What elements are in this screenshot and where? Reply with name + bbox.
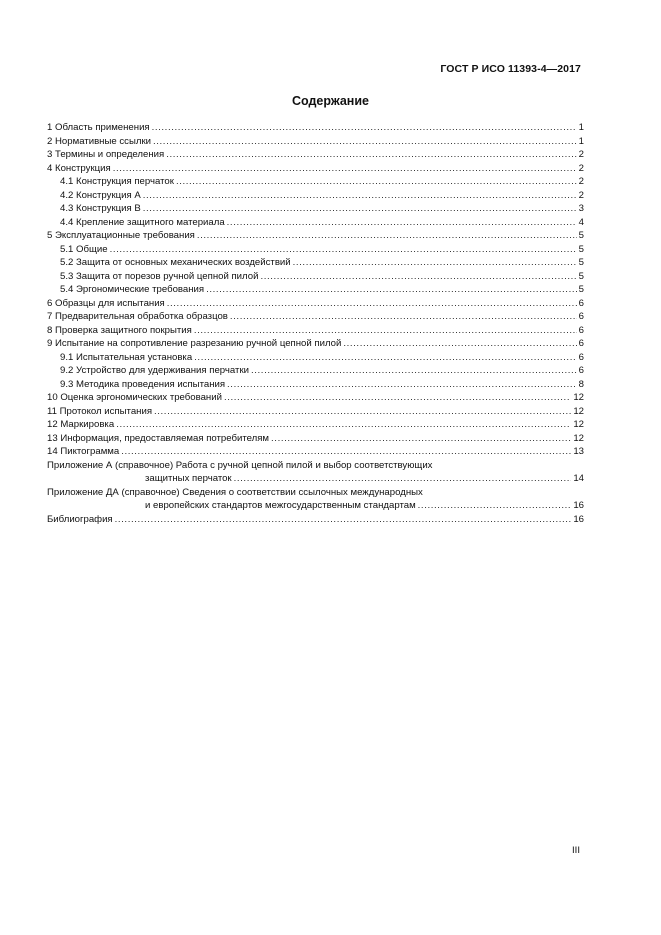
- toc-leader-dots: [224, 391, 571, 405]
- toc-entry-title: 2 Нормативные ссылки: [47, 135, 152, 147]
- toc-entry: [47, 351, 584, 365]
- toc-leader-dots: [194, 351, 576, 365]
- toc-entry-title: 9.1 Испытательная установка: [60, 351, 193, 363]
- toc-entry-title: 7 Предварительная обработка образцов: [47, 311, 228, 322]
- toc-page-number: 6: [578, 297, 584, 309]
- toc-appendix-a-line1: Приложение А (справочное) Работа с ручной цепной пилой и выбор соответствующих: [47, 459, 433, 471]
- toc-appendix-a-line2: защитных перчаток: [145, 473, 232, 484]
- toc-entry: [47, 405, 584, 419]
- toc-page-number: 16: [573, 513, 584, 525]
- page-number-roman: III: [572, 845, 580, 856]
- toc-entry: [47, 418, 584, 432]
- toc-entry: [47, 337, 584, 351]
- toc-entry: [47, 162, 584, 176]
- toc-page-number: 4: [578, 216, 584, 228]
- toc-leader-dots: [418, 499, 572, 513]
- toc-page-number: 6: [578, 338, 584, 349]
- toc-entry-title: 5.4 Эргономические требования: [60, 284, 205, 295]
- toc-page-number: 6: [578, 351, 584, 363]
- toc-leader-dots: [110, 243, 577, 257]
- toc-entry-title: 4.1 Конструкция перчаток: [60, 176, 174, 187]
- toc-leader-dots: [115, 513, 572, 527]
- toc-entry: [47, 135, 584, 149]
- toc-leader-dots: [227, 378, 577, 392]
- toc-leader-dots: [121, 445, 571, 459]
- toc-appendix-da-line1: Приложение ДА (справочное) Сведения о соответствии ссылочных международных: [47, 486, 423, 498]
- toc-entry: [47, 391, 584, 405]
- toc-entry-title: 5 Эксплуатационные требования: [47, 230, 195, 241]
- toc-entry: [47, 310, 584, 324]
- toc-leader-dots: [227, 216, 577, 230]
- toc-leader-dots: [153, 135, 577, 149]
- toc-page-number: 12: [573, 405, 584, 417]
- toc-leader-dots: [230, 310, 577, 324]
- toc-entry: [47, 229, 584, 243]
- toc-page-number: 12: [573, 392, 584, 403]
- toc-entry-title: 4 Конструкция: [47, 162, 111, 174]
- toc-leader-dots: [116, 418, 571, 432]
- toc-leader-dots: [143, 189, 577, 203]
- toc-leader-dots: [152, 121, 577, 135]
- toc-entry-title: 9.2 Устройство для удерживания перчатки: [60, 365, 250, 376]
- toc-page-number: 2: [578, 176, 584, 187]
- toc-leader-dots: [251, 364, 577, 378]
- toc-entry: [47, 216, 584, 230]
- toc-page-number: 13: [573, 446, 584, 457]
- toc-leader-dots: [206, 283, 577, 297]
- toc-leader-dots: [293, 256, 577, 270]
- toc-leader-dots: [194, 324, 577, 338]
- toc-entry-title: 1 Область применения: [47, 122, 150, 133]
- toc-bibliography: [47, 513, 584, 527]
- toc-page-number: 2: [578, 162, 584, 174]
- toc-entry-title: 3 Термины и определения: [47, 149, 165, 160]
- toc-page-number: 2: [578, 189, 584, 201]
- toc-entry: [47, 297, 584, 311]
- toc-entry-title: 9 Испытание на сопротивление разрезанию ручной цепной пилой: [47, 338, 342, 349]
- standard-designation: ГОСТ Р ИСО 11393-4—2017: [440, 63, 581, 75]
- toc-entry: [47, 445, 584, 459]
- toc-entry-title: 5.3 Защита от порезов ручной цепной пилой: [60, 270, 259, 282]
- toc-page-number: 1: [578, 122, 584, 133]
- toc-entry-title: 4.2 Конструкция А: [60, 189, 141, 201]
- toc-page-number: 5: [578, 270, 584, 282]
- toc-leader-dots: [167, 297, 577, 311]
- toc-page-number: 2: [578, 149, 584, 160]
- toc-page-number: 1: [578, 135, 584, 147]
- toc-leader-dots: [343, 337, 576, 351]
- toc-page-number: 5: [578, 230, 584, 241]
- toc-page-number: 6: [578, 365, 584, 376]
- table-of-contents: [47, 121, 584, 526]
- toc-entry: [47, 364, 584, 378]
- toc-entry: [47, 121, 584, 135]
- toc-page-number: 5: [578, 243, 584, 255]
- toc-entries: [47, 121, 584, 459]
- toc-page-number: 5: [578, 284, 584, 295]
- toc-bibliography-label: Библиография: [47, 513, 113, 525]
- toc-page-number: 12: [573, 432, 584, 444]
- toc-entry-title: 4.4 Крепление защитного материала: [60, 216, 225, 228]
- toc-entry: [47, 202, 584, 216]
- toc-page-number: 5: [578, 257, 584, 268]
- toc-page-number: 8: [578, 378, 584, 390]
- toc-entry: [47, 270, 584, 284]
- toc-entry-title: 11 Протокол испытания: [47, 405, 153, 417]
- toc-entry-title: 5.2 Защита от основных механических воздействий: [60, 257, 291, 268]
- toc-page-number: 6: [578, 324, 584, 336]
- toc-page-number: 6: [578, 311, 584, 322]
- toc-entry: [47, 189, 584, 203]
- toc-page-number: 14: [573, 473, 584, 484]
- toc-entry-title: 10 Оценка эргономических требований: [47, 392, 222, 403]
- toc-leader-dots: [176, 175, 577, 189]
- toc-entry-title: 14 Пиктограмма: [47, 446, 120, 457]
- page-title: Содержание: [291, 94, 369, 108]
- toc-leader-dots: [113, 162, 577, 176]
- toc-entry: [47, 283, 584, 297]
- toc-entry: [47, 378, 584, 392]
- toc-entry-title: 4.3 Конструкция В: [60, 203, 141, 214]
- toc-leader-dots: [166, 148, 576, 162]
- toc-leader-dots: [271, 432, 571, 446]
- toc-entry-title: 12 Маркировка: [47, 419, 115, 430]
- toc-leader-dots: [154, 405, 571, 419]
- toc-appendix-a: [47, 459, 584, 486]
- toc-leader-dots: [143, 202, 577, 216]
- toc-entry-title: 9.3 Методика проведения испытания: [60, 378, 226, 390]
- toc-page-number: 3: [578, 203, 584, 214]
- toc-entry: [47, 243, 584, 257]
- toc-entry: [47, 175, 584, 189]
- toc-page-number: 12: [573, 419, 584, 430]
- toc-leader-dots: [197, 229, 577, 243]
- toc-appendix-da: [47, 486, 584, 513]
- toc-entry: [47, 432, 584, 446]
- toc-entry-title: 13 Информация, предоставляемая потребителям: [47, 432, 270, 444]
- toc-entry-title: 6 Образцы для испытания: [47, 297, 165, 309]
- toc-appendix-da-line2: и европейских стандартов межгосударственным стандартам: [145, 500, 416, 511]
- toc-leader-dots: [234, 472, 572, 486]
- toc-leader-dots: [260, 270, 576, 284]
- toc-entry: [47, 148, 584, 162]
- toc-entry-title: 8 Проверка защитного покрытия: [47, 324, 192, 336]
- toc-page-number: 16: [573, 500, 584, 511]
- toc-entry: [47, 324, 584, 338]
- toc-entry: [47, 256, 584, 270]
- toc-entry-title: 5.1 Общие: [60, 243, 108, 255]
